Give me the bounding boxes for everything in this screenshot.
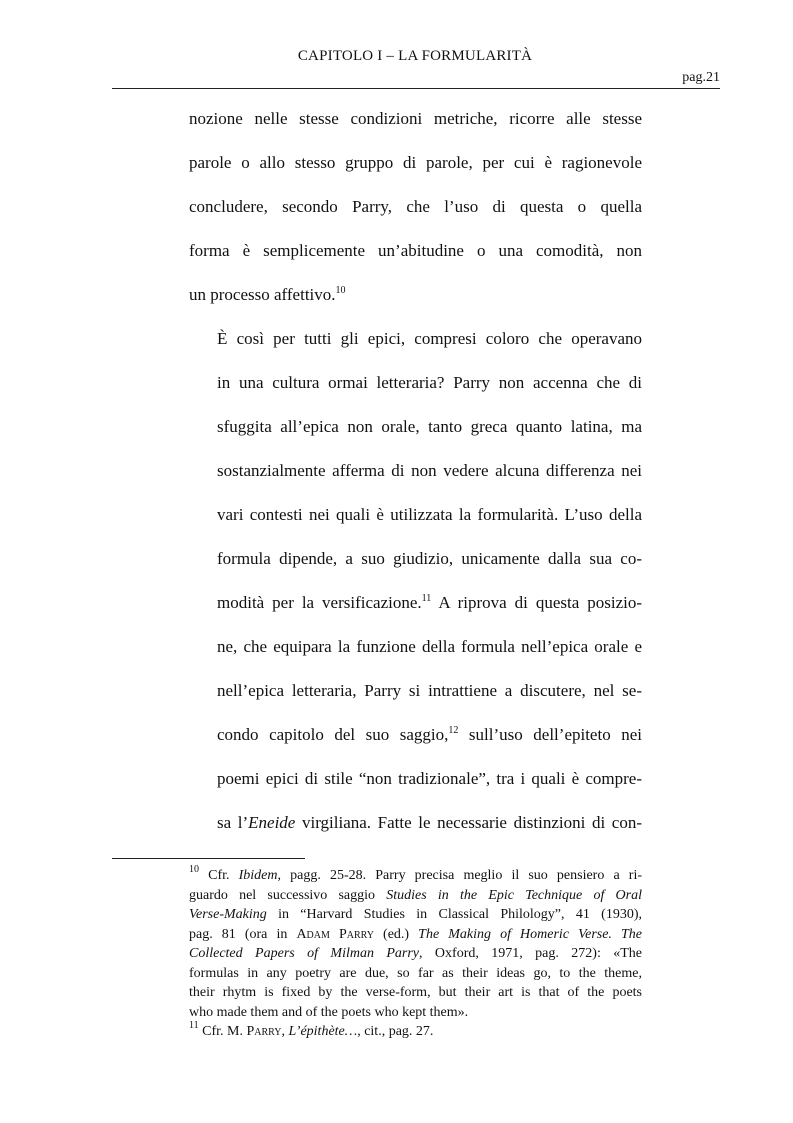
text-fragment: virgiliana. Fatte le necessarie distinzioni di con-: [295, 813, 642, 832]
text-line: forma è semplicemente un’abitudine o una comodità, non: [189, 241, 642, 260]
text-fragment: sull’uso dell’epiteto nei: [458, 725, 642, 744]
footnote-ref-10[interactable]: 10: [335, 285, 346, 296]
text-line: concludere, secondo Parry, che l’uso di questa o quella: [189, 197, 642, 216]
main-text: [189, 97, 642, 845]
text-fragment: , pagg. 25-28. Parry precisa meglio il suo pensiero a ri-: [277, 868, 642, 883]
text-line: [189, 581, 642, 625]
text-fragment: modità per la versificazione.: [217, 593, 422, 612]
text-line: parole o allo stesso gruppo di parole, per cui è ragionevole: [189, 153, 642, 172]
text-line: [189, 273, 642, 317]
footnote-line: formulas in any poetry are due, so far as their ideas go, to the theme,: [189, 965, 642, 981]
footnote-10: [189, 866, 642, 1022]
footnotes: [189, 866, 642, 1042]
footnote-line: [189, 925, 642, 945]
text-fragment: un processo affettivo.: [189, 285, 336, 304]
text-fragment: Cfr. M.: [198, 1024, 247, 1039]
text-line: vari contesti nei quali è utilizzata la formularità. L’uso della: [217, 505, 642, 524]
text-fragment: A riprova di questa posizio-: [431, 593, 642, 612]
italic-text: Ibidem: [238, 868, 278, 883]
footnote-line: [189, 1022, 642, 1042]
running-header-title: CAPITOLO I – LA FORMULARITÀ: [297, 48, 533, 64]
text-line: ne, che equipara la funzione della formula nell’epica orale e: [217, 637, 642, 656]
text-fragment: guardo nel successivo saggio: [189, 887, 387, 903]
text-fragment: condo capitolo del suo saggio,: [217, 725, 449, 744]
footnote-11: [189, 1022, 642, 1042]
italic-text: Collected Papers of Milman Parry: [189, 946, 420, 961]
text-line: [189, 801, 642, 845]
text-line: formula dipende, a suo giudizio, unicamente dalla sua co-: [217, 549, 642, 568]
italic-text: Studies in the Epic Technique of Oral: [386, 887, 642, 903]
page-number: pag.21: [682, 70, 720, 85]
footnote-ref-12[interactable]: 12: [448, 725, 459, 736]
footnote-ref-11[interactable]: 11: [421, 593, 432, 604]
text-line: poemi epici di stile “non tradizionale”, tra i quali è compre-: [217, 769, 642, 788]
text-line: sostanzialmente afferma di non vedere alcuna differenza nei: [217, 461, 642, 480]
text-line: È così per tutti gli epici, compresi coloro che operavano: [217, 329, 642, 348]
author-name: Parry: [246, 1024, 282, 1039]
author-name: Adam Parry: [296, 926, 374, 942]
paragraph-2: [189, 317, 642, 845]
italic-text: Verse-Making: [189, 907, 267, 922]
footnote-line: [189, 866, 642, 886]
footnote-line: their rhytm is fixed by the verse-form, but their art is that of the poets: [189, 985, 642, 1000]
footnote-separator: [112, 858, 305, 859]
text-fragment: (ed.): [373, 926, 419, 942]
text-line: nell’epica letteraria, Parry si intrattiene a discutere, nel se-: [217, 681, 642, 700]
text-fragment: pag. 81 (ora in: [189, 926, 297, 942]
text-line: in una cultura ormai letteraria? Parry non accenna che di: [217, 373, 642, 392]
text-line: sfuggita all’epica non orale, tanto greca quanto latina, ma: [217, 417, 642, 436]
text-fragment: ,: [281, 1024, 289, 1039]
italic-text: L’épithète…: [288, 1024, 358, 1039]
text-line: [189, 713, 642, 757]
text-fragment: Cfr.: [199, 868, 239, 883]
footnote-number: 11: [189, 1020, 199, 1031]
footnote-number: 10: [189, 864, 199, 875]
footnote-line: [189, 905, 642, 925]
paragraph-1: [189, 97, 642, 317]
text-line: nozione nelle stesse condizioni metriche, ricorre alle stesse: [189, 109, 642, 128]
italic-text: The Making of Homeric Verse. The: [418, 926, 642, 942]
italic-title: Eneide: [248, 813, 296, 832]
header-rule: [112, 88, 720, 89]
text-fragment: sa l’: [217, 813, 249, 832]
text-fragment: , Oxford, 1971, pag. 272): «The: [419, 946, 643, 961]
text-fragment: , cit., pag. 27.: [357, 1024, 434, 1039]
footnote-line: [189, 944, 642, 964]
text-fragment: in “Harvard Studies in Classical Philology”, 41 (1930),: [266, 907, 642, 922]
footnote-line: [189, 886, 642, 906]
footnote-line: who made them and of the poets who kept them».: [189, 1004, 469, 1020]
